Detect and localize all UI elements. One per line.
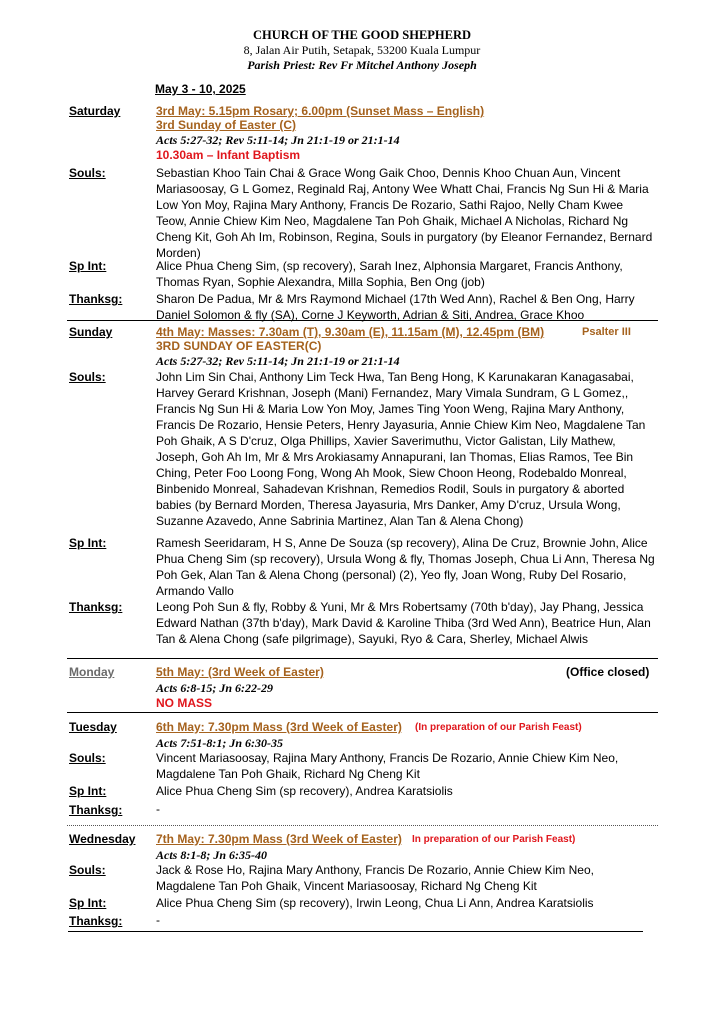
sunday-readings: Acts 5:27-32; Rev 5:11-14; Jn 21:1-19 or 21:1-14 xyxy=(156,354,400,368)
day-monday: Monday xyxy=(69,665,115,679)
sunday-souls: John Lim Sin Chai, Anthony Lim Teck Hwa, Tan Beng Hong, K Karunakaran Kanagasabai, Harvey Gerard Krishnan, Joseph (Mani) Fernandez, Mary Vimala Sundram, G L Gomez,, Francis Ng Sun Hi & Maria Low Yon Moy, James Ting Yoon Weng, Rajina Mary Anthony, Francis De Rozario, Hensie Peters, Henry Jayasuria, Annie Chiew Kim Neo, Magdalene Tan Poh Ghaik, A S D'cruz, Olga Phillips, Xavier Saverimuthu, Victor Galistan, Lily Mathew, Joseph, Goh Ah Im, Mr & Mrs Arokiasamy Annapurani, Ian Thomas, Elias Ramos, Tee Bin Ching, Peter Foo Loong Fong, Wong Ah Mook, Siew Choon Heong, Rodebaldo Monreal, Binbenido Monreal, Sahadevan Krishnan, Remedios Rodil, Souls in purgatory & aborted babies (by Bernard Morden, Theresa Jayasuria, Mrs Danker, Amy D'cruz, Ursula Wong, Suzanne Azavedo, Anne Sabrinia Martinez, Alan Tan & Alena Chong) xyxy=(156,370,646,528)
wednesday-thanks-label: Thanksg: xyxy=(69,914,123,928)
divider xyxy=(67,658,658,659)
wednesday-mass: 7th May: 7.30pm Mass (3rd Week of Easter) xyxy=(156,832,402,846)
parish-priest: Parish Priest: Rev Fr Mitchel Anthony Joseph xyxy=(247,58,477,72)
sunday-mass: 4th May: Masses: 7.30am (T), 9.30am (E), 11.15am (M), 12.45pm (BM) xyxy=(156,325,545,339)
saturday-sunday-title: 3rd Sunday of Easter (C) xyxy=(156,118,297,132)
divider xyxy=(67,320,658,321)
church-name: CHURCH OF THE GOOD SHEPHERD xyxy=(252,28,472,42)
day-saturday: Saturday xyxy=(69,104,121,118)
wednesday-spint: Alice Phua Cheng Sim (sp recovery), Irwin Leong, Chua Li Ann, Andrea Karatsiolis xyxy=(156,896,594,910)
tuesday-spint-label: Sp Int: xyxy=(69,784,107,798)
tuesday-spint: Alice Phua Cheng Sim (sp recovery), Andrea Karatsiolis xyxy=(156,784,453,798)
office-closed: (Office closed) xyxy=(566,665,650,679)
sunday-thanks: Leong Poh Sun & fly, Robby & Yuni, Mr & Mrs Robertsamy (70th b'day), Jay Phang, Jessica Edward Nathan (37th b'day), Mark David & Karoline Thiba (3rd Wed Ann), Beatrice Hun, Alan Tan & Alena Chong (safe pilgrimage), Sayuki, Ryo & Cara, Sherley, Michael Alwis xyxy=(156,600,651,646)
tuesday-souls-label: Souls: xyxy=(69,751,106,765)
day-wednesday: Wednesday xyxy=(69,832,136,846)
saturday-thanks-label: Thanksg: xyxy=(69,292,123,306)
wednesday-spint-label: Sp Int: xyxy=(69,896,107,910)
saturday-spint-label: Sp Int: xyxy=(69,259,107,273)
tuesday-thanks: - xyxy=(156,802,160,816)
tuesday-thanks-label: Thanksg: xyxy=(69,803,123,817)
wednesday-prep: In preparation of our Parish Feast) xyxy=(412,834,576,845)
sunday-psalter: Psalter III xyxy=(582,326,631,338)
wednesday-readings: Acts 8:1-8; Jn 6:35-40 xyxy=(156,848,267,862)
church-address: 8, Jalan Air Putih, Setapak, 53200 Kuala Lumpur xyxy=(243,43,481,57)
saturday-souls: Sebastian Khoo Tain Chai & Grace Wong Gaik Choo, Dennis Khoo Chuan Aun, Vincent Mariasoosay, G L Gomez, Reginald Raj, Antony Wee Whatt Chai, Francis Ng Sun Hi & Maria Low Yon Moy, Rajina Mary Anthony, Francis De Rozario, Sathi Rajoo, Nelly Cham Kwee Teow, Annie Chiew Kim Neo, Magdalene Tan Poh Ghaik, Michael A Nicholas, Richard Ng Cheng Kit, Goh Ah Im, Robinson, Regina, Souls in purgatory (by Eleanor Fernandez, Bernard Morden) xyxy=(156,166,653,260)
divider xyxy=(67,825,658,826)
sunday-spint: Ramesh Seeridaram, H S, Anne De Souza (sp recovery), Alina De Cruz, Brownie John, Alice Phua Cheng Sim (sp recovery), Ursula Wong & fly, Thomas Joseph, Chua Li Ann, Theresa Ng Poh Gek, Alan Tan & Alena Chong (personal) (2), Yeo fly, Joan Wong, Ruby Del Rosario, Armando Vallo xyxy=(156,536,655,598)
day-sunday: Sunday xyxy=(69,325,113,339)
sunday-title: 3RD SUNDAY OF EASTER(C) xyxy=(156,339,322,353)
sunday-thanks-label: Thanksg: xyxy=(69,600,123,614)
date-range: May 3 - 10, 2025 xyxy=(155,82,246,96)
sunday-souls-label: Souls: xyxy=(69,370,106,384)
wednesday-souls: Jack & Rose Ho, Rajina Mary Anthony, Francis De Rozario, Annie Chiew Kim Neo, Magdalene Tan Poh Ghaik, Vincent Mariasoosay, Richard Ng Cheng Kit xyxy=(156,863,594,893)
day-tuesday: Tuesday xyxy=(69,720,117,734)
saturday-readings: Acts 5:27-32; Rev 5:11-14; Jn 21:1-19 or 21:1-14 xyxy=(156,133,400,147)
saturday-thanks: Sharon De Padua, Mr & Mrs Raymond Michael (17th Wed Ann), Rachel & Ben Ong, Harry Daniel Solomon & fly (SA), Corne J Keyworth, Adrian & Siti, Andrea, Grace Khoo xyxy=(156,292,635,322)
saturday-souls-label: Souls: xyxy=(69,166,106,180)
saturday-mass: 3rd May: 5.15pm Rosary; 6.00pm (Sunset Mass – English) xyxy=(156,104,485,118)
monday-readings: Acts 6:8-15; Jn 6:22-29 xyxy=(156,681,273,695)
tuesday-mass: 6th May: 7.30pm Mass (3rd Week of Easter) xyxy=(156,720,402,734)
saturday-spint: Alice Phua Cheng Sim, (sp recovery), Sarah Inez, Alphonsia Margaret, Francis Anthony, Thomas Ryan, Sophie Alexandra, Milla Sophia, Ben Ong (job) xyxy=(156,259,623,289)
monday-mass: 5th May: (3rd Week of Easter) xyxy=(156,665,324,679)
wednesday-souls-label: Souls: xyxy=(69,863,106,877)
monday-no-mass: NO MASS xyxy=(156,696,213,710)
divider xyxy=(67,712,658,713)
tuesday-readings: Acts 7:51-8:1; Jn 6:30-35 xyxy=(156,736,283,750)
saturday-baptism: 10.30am – Infant Baptism xyxy=(156,148,301,162)
divider xyxy=(68,931,643,932)
tuesday-prep: (In preparation of our Parish Feast) xyxy=(415,722,582,733)
wednesday-thanks: - xyxy=(156,913,160,927)
tuesday-souls: Vincent Mariasoosay, Rajina Mary Anthony, Francis De Rozario, Annie Chiew Kim Neo, Magdalene Tan Poh Ghaik, Richard Ng Cheng Kit xyxy=(156,751,619,781)
sunday-spint-label: Sp Int: xyxy=(69,536,107,550)
